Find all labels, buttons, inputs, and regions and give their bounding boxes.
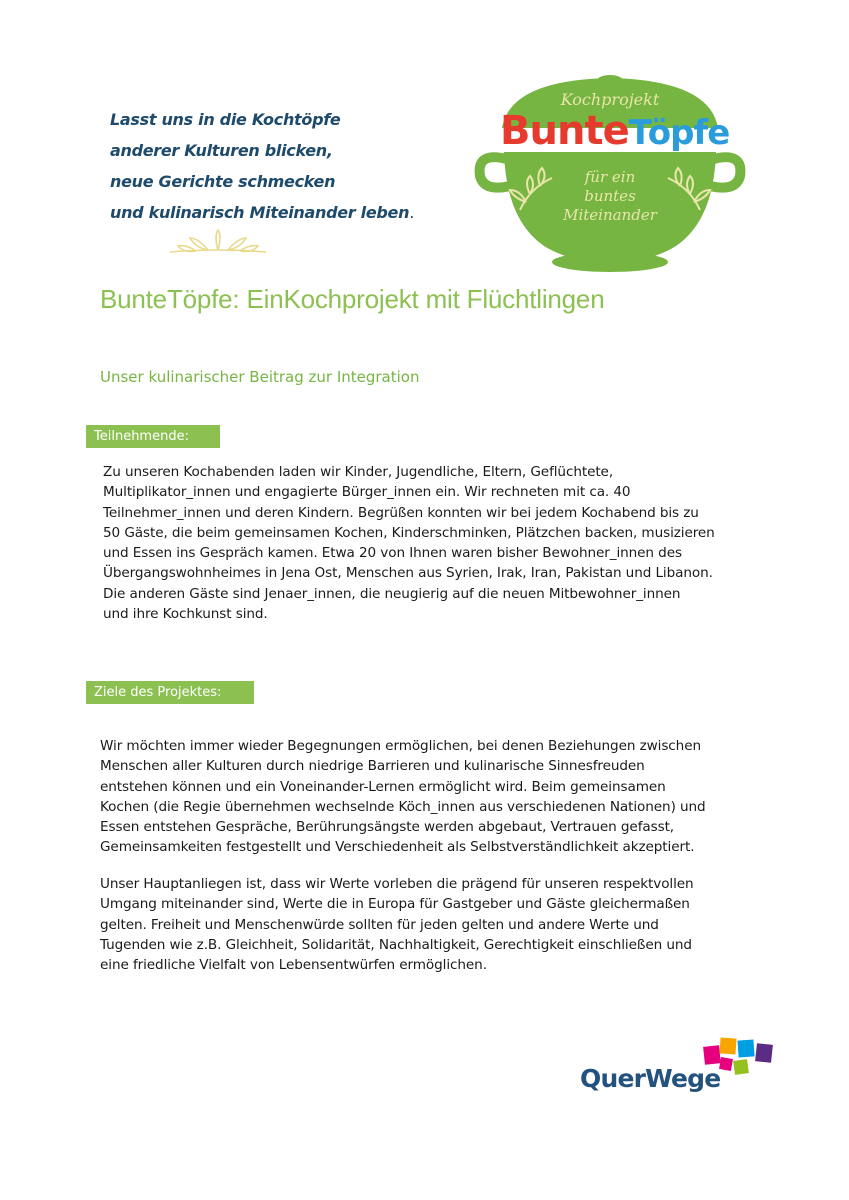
slogan [110, 104, 440, 228]
text-line: Menschen aller Kulturen durch niedrige Barrieren und kulinarische Sinnesfreuden [100, 758, 645, 775]
text-line: Tugenden wie z.B. Gleichheit, Solidarität, Nachhaltigkeit, Gerechtigkeit einschließen und [100, 936, 692, 953]
leaf-ornament-icon [168, 228, 268, 264]
ziele-paragraph-2 [100, 874, 750, 975]
text-line: Wir möchten immer wieder Begegnungen ermöglichen, bei denen Beziehungen zwischen [100, 738, 701, 754]
logo-sub-line: buntes [584, 187, 636, 205]
text-line: Teilnehmer_innen und deren Kindern. Begrüßen konnten wir bei jedem Kochabend bis zu [103, 504, 699, 521]
text-line: eine friedliche Vielfalt von Lebensentwürfen ermöglichen. [100, 957, 487, 974]
slogan-line: anderer Kulturen blicken, [110, 141, 333, 160]
slogan-end-mark: . [409, 203, 414, 222]
logo-subtitle [545, 168, 675, 225]
text-line: Essen entstehen Gespräche, Berührungsängste werden abgebaut, Vertrauen gefasst, [100, 819, 675, 836]
text-line: Umgang miteinander sind, Werte die in Europa für Gastgeber und Gäste gleichermaßen [100, 896, 690, 913]
logo-title [500, 108, 730, 168]
section-label-teilnehmende: Teilnehmende: [86, 425, 220, 448]
section-label-ziele: Ziele des Projektes: [86, 681, 254, 704]
text-line: Gemeinsamkeiten festgestellt und Verschiedenheit als Selbstverständlichkeit akzeptiert. [100, 839, 695, 856]
logo-title-bunte: Bunte [500, 108, 629, 154]
logo-top-text: Kochprojekt [560, 90, 660, 109]
querwege-logo-text: QuerWege [580, 1064, 721, 1093]
text-line: gelten. Freiheit und Menschenwürde sollten für jeden gelten und andere Werte und [100, 916, 659, 933]
slogan-line: neue Gerichte schmecken [110, 172, 336, 191]
text-line: Kochen (die Regie übernehmen wechselnde Köch_innen aus verschiedenen Nationen) und [100, 798, 706, 815]
text-line: 50 Gäste, die beim gemeinsamen Kochen, Kinderschminken, Plätzchen backen, musizieren [103, 524, 715, 541]
text-line: Übergangswohnheimes in Jena Ost, Menschen aus Syrien, Irak, Iran, Pakistan und Libanon. [103, 565, 713, 582]
text-line: Multiplikator_innen und engagierte Bürger_innen ein. Wir rechneten mit ca. 40 [103, 484, 631, 501]
text-line: und ihre Kochkunst sind. [103, 606, 268, 623]
text-line: Unser Hauptanliegen ist, dass wir Werte vorleben die prägend für unseren respektvollen [100, 876, 694, 892]
slogan-line: und kulinarisch Miteinander leben [110, 203, 410, 222]
text-line: Die anderen Gäste sind Jenaer_innen, die neugierig auf die neuen Mitbewohner_innen [103, 585, 681, 602]
logo-title-toepfe: Töpfe [628, 113, 730, 153]
text-line: Zu unseren Kochabenden laden wir Kinder, Jugendliche, Eltern, Geflüchtete, [103, 464, 614, 480]
slogan-line: Lasst uns in die Kochtöpfe [110, 110, 341, 129]
teilnehmende-paragraph [103, 462, 743, 624]
page-subtitle: Unser kulinarischer Beitrag zur Integration [100, 368, 420, 386]
text-line: und Essen ins Gespräch kamen. Etwa 20 von Ihnen waren bisher Bewohner_innen des [103, 545, 682, 562]
logo-sub-line: für ein [584, 168, 636, 186]
ziele-paragraph-1 [100, 736, 750, 858]
text-line: entstehen können und ein Voneinander-Lernen ermöglicht wird. Beim gemeinsamen [100, 778, 666, 795]
page-title: BunteTöpfe: EinKochprojekt mit Flüchtlingen [100, 284, 605, 314]
logo-sub-line: Miteinander [563, 206, 657, 224]
slogan-line-last [110, 197, 440, 228]
